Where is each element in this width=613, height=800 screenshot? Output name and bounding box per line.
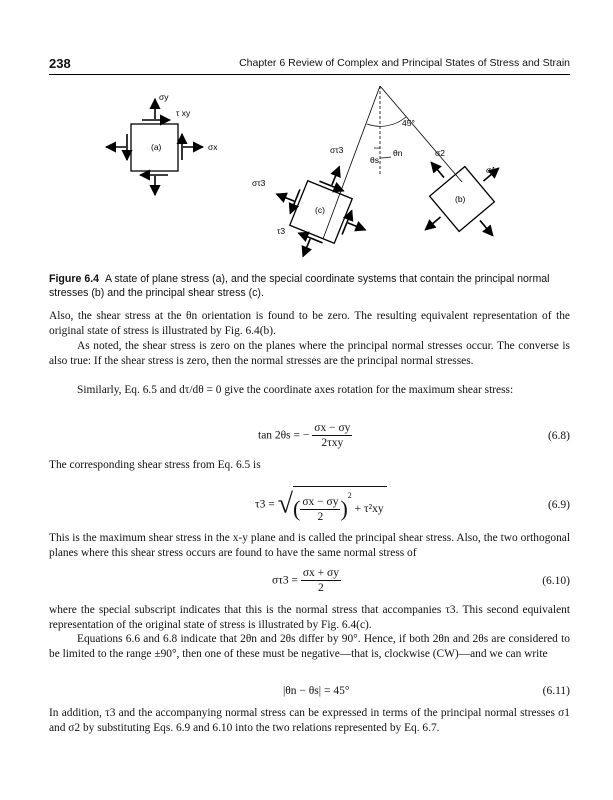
paragraph-8: In addition, τ3 and the accompanying normal stress can be expressed in terms of the principal normal stresses σ1 and σ2 by substituting Eqs. 6.9 and 6.10 into the two relations represented by Eq. 6.7. <box>49 707 570 734</box>
angle-arc-45 <box>367 117 406 126</box>
eq-6-11-number: (6.11) <box>542 685 570 697</box>
paragraph-7: Equations 6.6 and 6.8 indicate that 2θn and 2θs differ by 90°. Hence, if both 2θn and 2θs are considered to be limited to the range ±90°, then one of these must be negative—that is, clockwise (CW)—and we can write <box>49 633 570 660</box>
caption-label: Figure 6.4 <box>49 273 100 285</box>
running-header <box>49 56 570 72</box>
sigma-tau3-arrow-bottom <box>303 239 310 257</box>
panel-c-label: (c) <box>315 205 325 215</box>
sigma-tau3-arrow-left <box>276 194 294 201</box>
eq-6-9-denominator: 2 <box>317 510 324 523</box>
paragraph-2: As noted, the shear stress is zero on the planes where the principal normal stresses occur. The converse is also true: If the shear stress is zero, then the normal stresses are the principal normal stresses. <box>49 340 570 367</box>
angle-arc-theta-n <box>380 157 391 158</box>
tau3-arrow-left <box>290 189 300 213</box>
construction-lines <box>323 86 462 239</box>
figure-caption <box>49 272 570 300</box>
sigma-tau3-arrow-right <box>348 223 366 230</box>
paragraph-3: Similarly, Eq. 6.5 and dτ/dθ = 0 give the coordinate axes rotation for the maximum shear stress: <box>77 384 514 396</box>
paragraph-1: Also, the shear stress at the θn orientation is found to be zero. The resulting equivalent representation of the original state of stress is illustrated by Fig. 6.4(b). <box>49 310 570 337</box>
eq-6-10-number: (6.10) <box>542 575 570 587</box>
angle-45-label: 45° <box>402 118 415 128</box>
theta-n-label: θn <box>393 148 403 158</box>
sigma1-arrow-bottom <box>480 220 493 235</box>
sigma-x-label: σx <box>208 142 218 152</box>
tau3-arrow-bottom <box>298 233 322 243</box>
panel-a-label: (a) <box>151 142 162 152</box>
sigma-tau3-arrow-top <box>332 167 339 186</box>
eq-6-8-number: (6.8) <box>547 430 570 442</box>
eq-6-9-number: (6.9) <box>547 499 570 511</box>
panel-a <box>106 92 218 195</box>
sigma1-arrow-top <box>431 162 444 177</box>
eq-6-8-numerator: σx − σy <box>314 422 351 434</box>
theta-s-label: θs <box>370 155 379 165</box>
eq-6-10-denominator: 2 <box>318 582 324 594</box>
equation-6-10 <box>0 562 613 598</box>
panel-b-label: (b) <box>455 194 466 204</box>
paragraph-4: The corresponding shear stress from Eq. 6.5 is <box>49 459 261 471</box>
paragraph-5: This is the maximum shear stress in the x-y plane and is called the principal shear stress. Also, the two orthogonal planes where this shear stress occurs are found to have the same normal stress of <box>49 532 570 559</box>
caption-text: A state of plane stress (a), and the special coordinate systems that contain the principal normal stresses (b) and the principal shear stress (c). <box>49 273 550 299</box>
equation-6-11 <box>0 684 613 702</box>
chapter-title: Chapter 6 Review of Complex and Principal States of Stress and Strain <box>239 57 570 69</box>
sqrt-sign: √ <box>277 488 293 520</box>
equation-6-8 <box>0 417 613 457</box>
sigma-tau3-top-label: στ3 <box>330 145 344 155</box>
sigma-tau3-label: στ3 <box>252 178 266 188</box>
tau3-arrow-right <box>342 210 352 234</box>
tau3-label: τ3 <box>277 226 286 236</box>
eq-6-9-lhs: τ3 = <box>255 498 275 511</box>
stress-figure <box>0 75 613 270</box>
eq-6-10-lhs: στ3 = <box>272 574 298 587</box>
axis-line-principal <box>380 86 462 182</box>
sigma2-label: σ2 <box>435 148 445 158</box>
paragraph-6: where the special subscript indicates that this is the normal stress that accompanies τ3. This second equivalent representation of the original state of stress is illustrated by Fig. 6.4(c). <box>49 604 570 631</box>
eq-6-9-tail: + τ²xy <box>354 503 384 516</box>
eq-6-9-numerator: σx − σy <box>302 495 339 508</box>
sigma2-arrow-left <box>425 217 440 230</box>
eq-6-11-text: |θn − θs| = 45° <box>283 685 350 697</box>
sigma-y-label: σy <box>159 92 169 102</box>
eq-6-10-numerator: σx + σy <box>302 567 339 579</box>
page-number: 238 <box>49 56 71 71</box>
sigma1-label: σ1 <box>486 165 496 175</box>
tau-xy-label: τ xy <box>176 108 191 118</box>
eq-6-8-lhs: tan 2θs = − <box>258 429 310 442</box>
tau3-arrow-top <box>319 181 343 191</box>
equation-6-9: τ3 = √( $\frac{\sigma x - \sigma y}{2}$ )$^2$ + τ²xy (6.9) <box>0 478 613 524</box>
eq-6-8-denominator: 2τxy <box>321 437 344 449</box>
